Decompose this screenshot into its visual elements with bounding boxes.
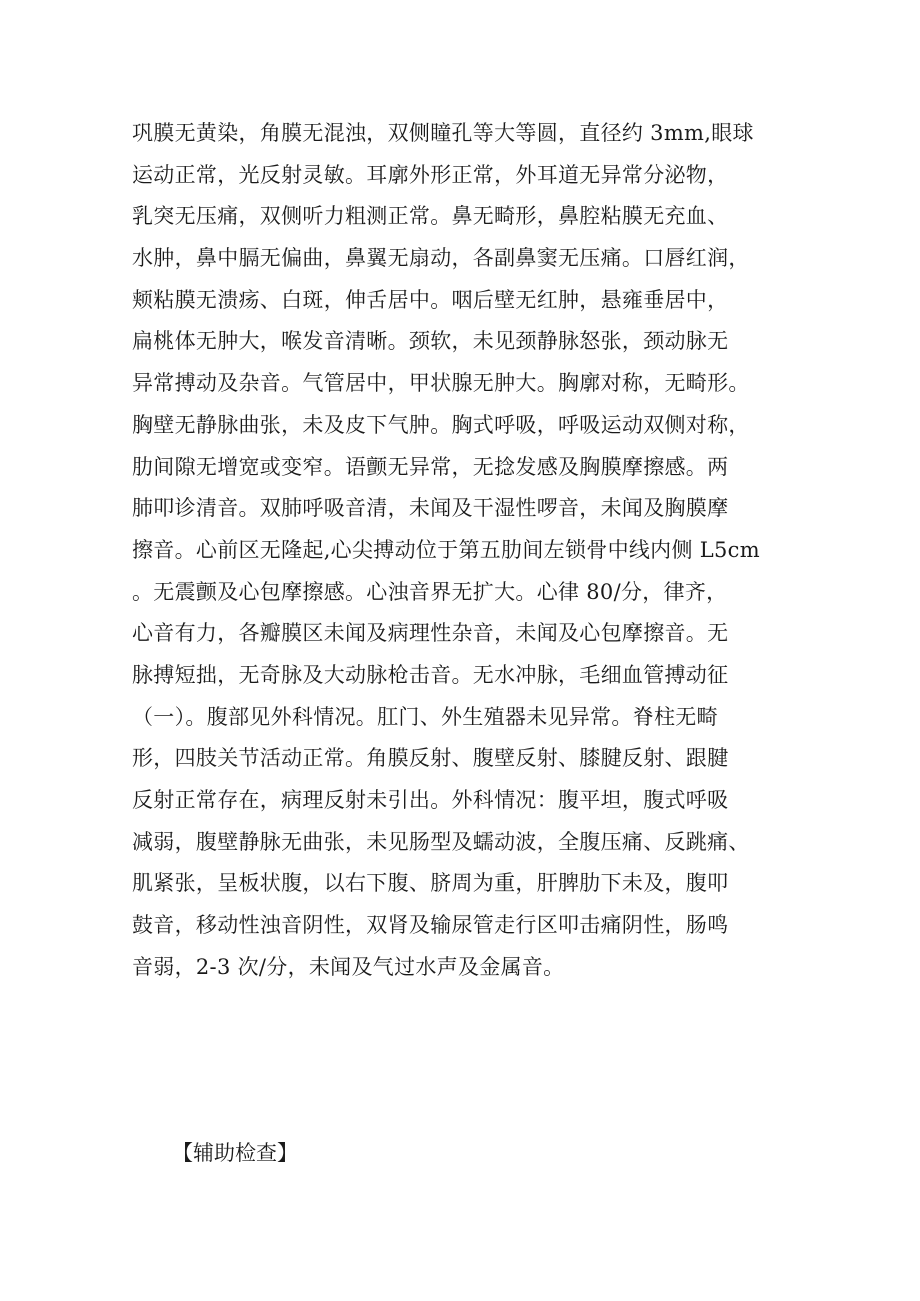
text-line: 扁桃体无肿大，喉发音清晰。颈软，未见颈静脉怒张，颈动脉无: [132, 329, 729, 354]
text-line: 反射正常存在，病理反射未引出。外科情况：腹平坦，腹式呼吸: [132, 788, 729, 812]
text-line: 水肿，鼻中膈无偏曲，鼻翼无扇动，各副鼻窦无压痛。口唇红润，: [132, 246, 750, 271]
text-line: 擦音。心前区无隆起,心尖搏动位于第五肋间左锁骨中线内侧 L5cm: [132, 537, 760, 562]
exam-findings-paragraph: [132, 113, 812, 988]
text-line: （一）。腹部见外科情况。肛门、外生殖器未见异常。脊柱无畸: [132, 704, 718, 729]
text-line: 颊粘膜无溃疡、白斑，伸舌居中。咽后壁无红肿，悬雍垂居中，: [132, 287, 729, 312]
text-line: 肋间隙无增宽或变窄。语颤无异常，无捻发感及胸膜摩擦感。两: [132, 454, 729, 479]
text-line: 乳突无压痛，双侧听力粗测正常。鼻无畸形，鼻腔粘膜无充血、: [132, 204, 729, 229]
text-line: 脉搏短拙，无奇脉及大动脉枪击音。无水冲脉，毛细血管搏动征: [132, 662, 729, 687]
text-line: 。无震颤及心包摩擦感。心浊音界无扩大。心律 80/分，律齐，: [132, 579, 728, 604]
text-line: 异常搏动及杂音。气管居中，甲状腺无肿大。胸廓对称，无畸形。: [132, 371, 750, 396]
text-line: 肺叩诊清音。双肺呼吸音清，未闻及干湿性啰音，未闻及胸膜摩: [132, 496, 729, 521]
text-line: 减弱，腹壁静脉无曲张，未见肠型及蠕动波，全腹压痛、反跳痛、: [132, 829, 750, 854]
text-line: 音弱，2-3 次/分，未闻及气过水声及金属音。: [132, 954, 565, 979]
text-line: 肌紧张，呈板状腹，以右下腹、脐周为重，肝脾肋下未及，腹叩: [132, 871, 729, 896]
text-line: 鼓音，移动性浊音阴性，双肾及输尿管走行区叩击痛阴性，肠鸣: [132, 913, 729, 938]
section-heading-auxiliary-exam: 【辅助检查】: [172, 1141, 298, 1165]
text-line: 胸壁无静脉曲张，未及皮下气肿。胸式呼吸，呼吸运动双侧对称，: [132, 412, 750, 437]
text-line: 心音有力，各瓣膜区未闻及病理性杂音，未闻及心包摩擦音。无: [132, 621, 729, 646]
text-line: 巩膜无黄染，角膜无混浊，双侧瞳孔等大等圆，直径约 3mm,眼球: [132, 121, 754, 145]
text-line: 运动正常，光反射灵敏。耳廓外形正常，外耳道无异常分泌物，: [132, 162, 729, 187]
text-line: 形，四肢关节活动正常。角膜反射、腹壁反射、膝腱反射、跟腱: [132, 746, 729, 771]
